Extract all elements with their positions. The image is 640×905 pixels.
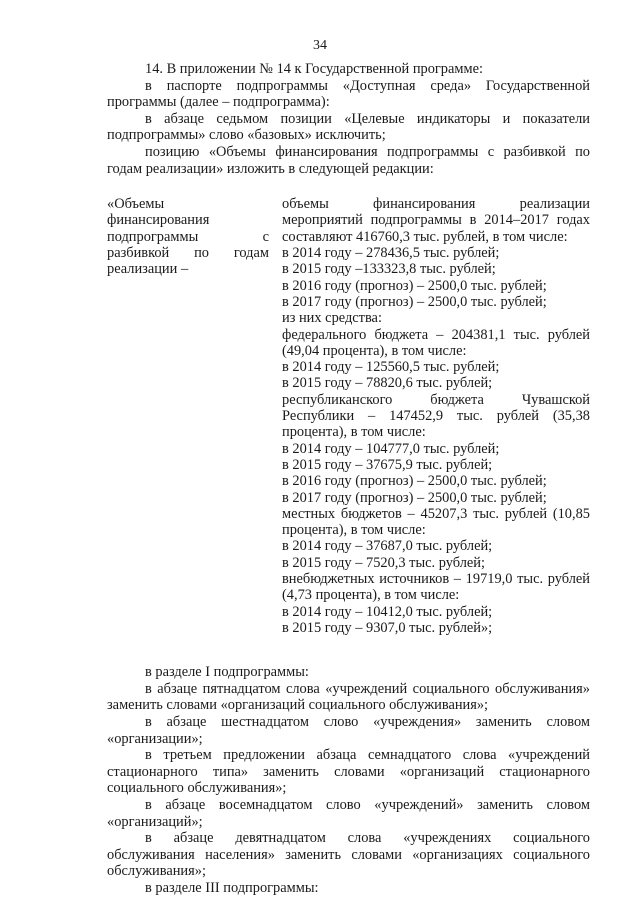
financing-label: «Объемы финансирования подпрограммы с разбивкой по годам реализации –: [107, 196, 269, 278]
financing-line: в 2016 году (прогноз) – 2500,0 тыс. рублей;: [282, 473, 547, 490]
financing-line: республиканского бюджета Чувашской Республики – 147452,9 тыс. рублей (35,38 процента), в том числе:: [282, 391, 590, 441]
financing-line: в 2014 году – 10412,0 тыс. рублей;: [282, 603, 493, 620]
paragraph-seventeen-amendment: в третьем предложении абзаца семнадцатого слова «учреждений стационарного типа» заменить словами «организаций стационарного социального обслуживания»;: [107, 747, 590, 797]
amendment-item-14: 14. В приложении № 14 к Государственной программе:: [145, 61, 483, 77]
page-number: 34: [313, 38, 327, 53]
financing-line: в 2015 году –133323,8 тыс. рублей;: [282, 261, 496, 278]
financing-line: местных бюджетов – 45207,3 тыс. рублей (10,85 процента), в том числе:: [282, 505, 590, 539]
passport-paragraph: в паспорте подпрограммы «Доступная среда» Государственной программы (далее – подпрограмма):: [107, 77, 590, 111]
section-one-heading: в разделе I подпрограммы:: [145, 664, 309, 681]
paragraph-nineteen-amendment: в абзаце девятнадцатом слова «учреждениях социального обслуживания населения» заменить словами «организациях социального обслуживания»;: [107, 830, 590, 880]
financing-line: в 2015 году – 7520,3 тыс. рублей;: [282, 554, 485, 571]
financing-label-cell: [107, 196, 269, 636]
financing-values-cell: [282, 196, 590, 636]
financing-line: в 2014 году – 37687,0 тыс. рублей;: [282, 538, 493, 555]
document-body: [107, 61, 590, 896]
financing-line: в 2017 году (прогноз) – 2500,0 тыс. рублей;: [282, 293, 547, 310]
financing-line: в 2015 году – 37675,9 тыс. рублей;: [282, 456, 493, 473]
paragraph-eighteen-amendment: в абзаце восемнадцатом слово «учреждений» заменить словом «организаций»;: [107, 796, 590, 830]
paragraph-seven-amendment: в абзаце седьмом позиции «Целевые индикаторы и показатели подпрограммы» слово «базовых» исключить;: [107, 110, 590, 144]
financing-line: в 2015 году – 9307,0 тыс. рублей»;: [282, 619, 493, 636]
financing-line: в 2015 году – 78820,6 тыс. рублей;: [282, 375, 493, 392]
financing-line: в 2016 году (прогноз) – 2500,0 тыс. рублей;: [282, 277, 547, 294]
paragraph-fifteen-amendment: в абзаце пятнадцатом слова «учреждений социального обслуживания» заменить словами «организаций социального обслуживания»;: [107, 680, 590, 714]
paragraph-sixteen-amendment: в абзаце шестнадцатом слово «учреждения» заменить словом «организации»;: [107, 713, 590, 747]
financing-line: в 2014 году – 125560,5 тыс. рублей;: [282, 359, 500, 376]
financing-table: [107, 196, 590, 636]
financing-line: в 2017 году (прогноз) – 2500,0 тыс. рублей;: [282, 489, 547, 506]
financing-line: внебюджетных источников – 19719,0 тыс. рублей (4,73 процента), в том числе:: [282, 570, 590, 604]
financing-line: объемы финансирования реализации мероприятий подпрограммы в 2014–2017 годах составляют 416760,3 тыс. рублей, в том числе:: [282, 196, 590, 245]
position-amendment: позицию «Объемы финансирования подпрограммы с разбивкой по годам реализации» изложить в следующей редакции:: [107, 143, 590, 177]
financing-line: в 2014 году – 278436,5 тыс. рублей;: [282, 245, 500, 262]
section-three-heading: в разделе III подпрограммы:: [145, 879, 319, 896]
financing-line: федерального бюджета – 204381,1 тыс. рублей (49,04 процента), в том числе:: [282, 326, 590, 359]
financing-line: из них средства:: [282, 310, 382, 327]
financing-line: в 2014 году – 104777,0 тыс. рублей;: [282, 440, 500, 457]
